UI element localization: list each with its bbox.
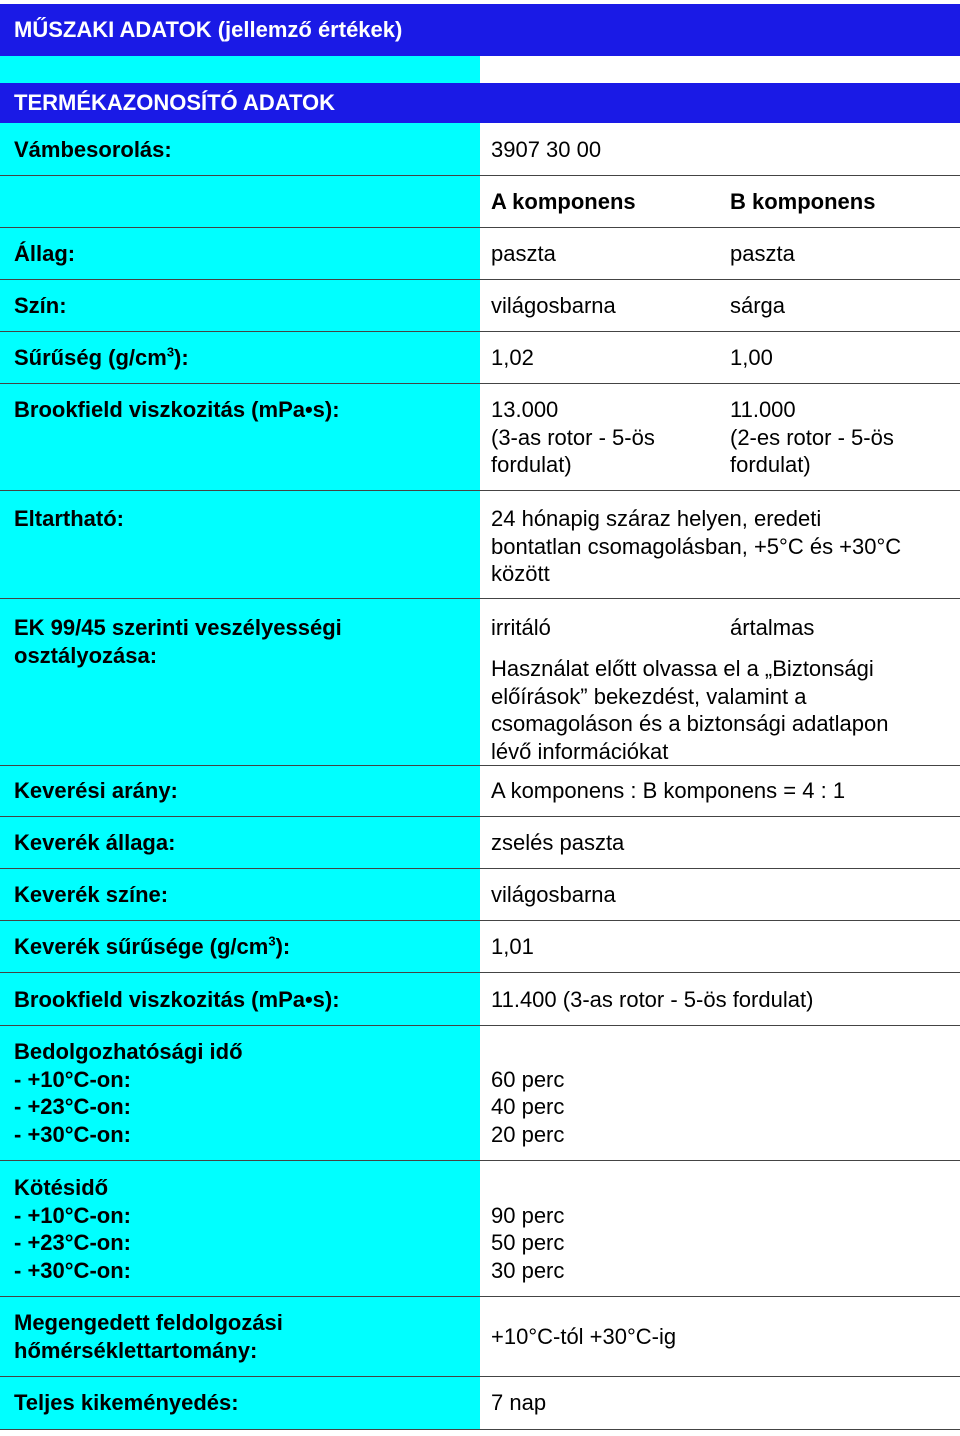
product-id-header <box>0 83 960 123</box>
ek-a-value: irritáló <box>491 615 551 640</box>
kikemenyedes-value: 7 nap <box>491 1390 547 1415</box>
component-b-header: B komponens <box>730 189 876 214</box>
ek-b-value: ártalmas <box>730 615 815 640</box>
suruseg-b-value: 1,00 <box>730 345 773 370</box>
row-allag <box>0 228 960 280</box>
keverek-szine-value: világosbarna <box>491 882 616 907</box>
allag-label: Állag: <box>14 241 76 266</box>
row-keverek-brookfield <box>0 973 960 1026</box>
keverek-allaga-label: Keverék állaga: <box>14 830 176 855</box>
kotesido-label: Kötésidő - +10°C-on: - +23°C-on: - +30°C-on: <box>14 1175 131 1283</box>
technical-data-title: MŰSZAKI ADATOK (jellemző értékek) <box>14 17 403 42</box>
row-bedolgozhatosagi-ido <box>0 1026 960 1161</box>
row-teljes-kikemenyedes <box>0 1377 960 1430</box>
row-kotesido <box>0 1161 960 1296</box>
row-suruseg <box>0 332 960 384</box>
keverek-allaga-value: zselés paszta <box>491 830 625 855</box>
homerseklet-value: +10°C-tól +30°C-ig <box>491 1324 677 1349</box>
szin-label: Szín: <box>14 293 67 318</box>
keverek-szine-label: Keverék színe: <box>14 882 169 907</box>
row-eltarthato <box>0 491 960 599</box>
row-komponens-header <box>0 176 960 228</box>
row-keveresi-arany <box>0 766 960 817</box>
bedolgozhatosagi-values: 60 perc 40 perc 20 perc <box>491 1066 565 1147</box>
technical-data-header <box>0 4 960 56</box>
row-brookfield <box>0 384 960 491</box>
brookfield-label: Brookfield viszkozitás (mPa•s): <box>14 397 340 422</box>
kotesido-values: 90 perc 50 perc 30 perc <box>491 1202 565 1283</box>
ek-label: EK 99/45 szerinti veszélyességi osztályozása: <box>14 615 342 668</box>
brookfield-b-value: 11.000 (2-es rotor - 5-ös fordulat) <box>730 397 894 477</box>
homerseklet-label: Megengedett feldolgozási hőmérséklettartomány: <box>14 1310 283 1363</box>
vambesorolas-label: Vámbesorolás: <box>14 137 172 162</box>
brookfield-a-value: 13.000 (3-as rotor - 5-ös fordulat) <box>491 397 655 477</box>
keverek-suruseg-value: 1,01 <box>491 934 534 959</box>
szin-b-value: sárga <box>730 293 786 318</box>
allag-b-value: paszta <box>730 241 795 266</box>
vambesorolas-value: 3907 30 00 <box>491 137 602 162</box>
suruseg-a-value: 1,02 <box>491 345 534 370</box>
row-vambesorolas <box>0 123 960 176</box>
bedolgozhatosagi-label: Bedolgozhatósági idő - +10°C-on: - +23°C-on: - +30°C-on: <box>14 1039 243 1147</box>
ek-safety-note: Használat előtt olvassa el a „Biztonsági előírások” bekezdést, valamint a csomagoláson és a biztonsági adatlapon lévő információkat <box>491 656 889 764</box>
row-homerseklettartomany <box>0 1297 960 1377</box>
keverek-brookfield-value: 11.400 (3-as rotor - 5-ös fordulat) <box>491 987 814 1012</box>
row-keverek-allaga <box>0 817 960 869</box>
keveresi-label: Keverési arány: <box>14 778 178 803</box>
kikemenyedes-label: Teljes kikeményedés: <box>14 1390 239 1415</box>
szin-a-value: világosbarna <box>491 293 616 318</box>
keverek-suruseg-label: Keverék sűrűsége $(g/cm^3)$: <box>14 933 291 959</box>
keverek-brookfield-label: Brookfield viszkozitás (mPa•s): <box>14 987 340 1012</box>
row-ek-osztalyozas <box>0 599 960 765</box>
eltarthato-value: 24 hónapig száraz helyen, eredeti bontatlan csomagolásban, +5°C és +30°C között <box>491 506 902 586</box>
suruseg-label: Sűrűség $(g/cm^3)$: <box>14 344 189 370</box>
component-a-header: A komponens <box>491 189 636 214</box>
keveresi-value: A komponens : B komponens = 4 : 1 <box>491 778 846 803</box>
allag-a-value: paszta <box>491 241 556 266</box>
row-szin <box>0 280 960 332</box>
product-id-title: TERMÉKAZONOSÍTÓ ADATOK <box>14 90 336 115</box>
row-keverek-szine <box>0 869 960 921</box>
row-keverek-suruseg <box>0 921 960 973</box>
eltarthato-label: Eltartható: <box>14 506 124 531</box>
divider <box>0 1429 960 1430</box>
